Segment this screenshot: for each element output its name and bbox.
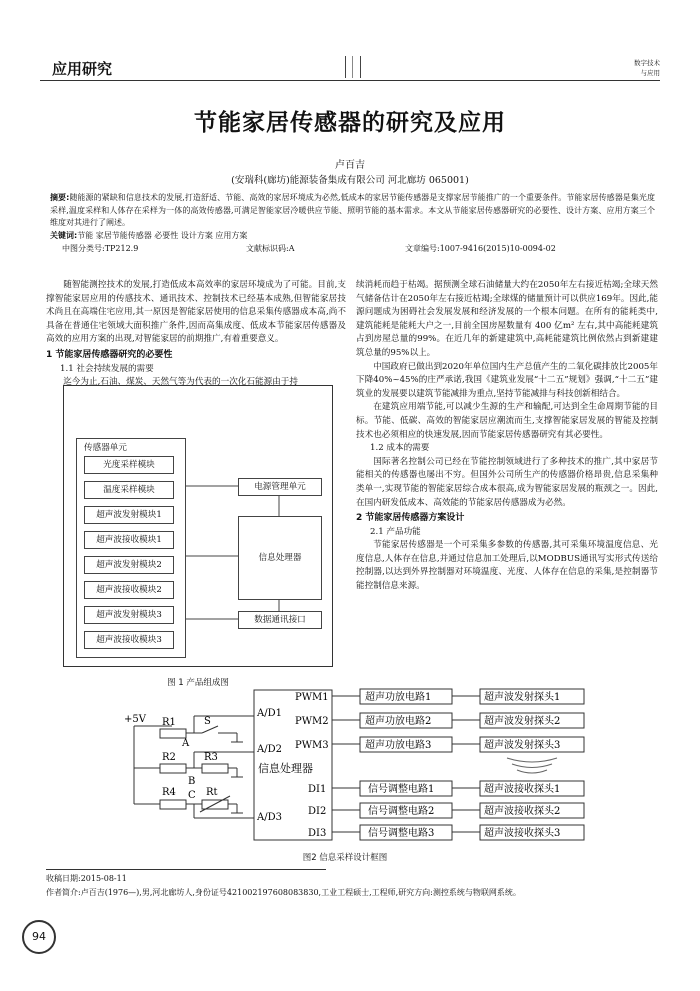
abstract-label: 摘要: (50, 193, 70, 202)
resistor-r2-label: R2 (162, 752, 176, 763)
digital-input-1: DI1 (308, 784, 327, 795)
rx-probe-2: 超声波接收探头2 (484, 806, 561, 817)
tx-probe-3: 超声波发射探头3 (484, 740, 561, 751)
amp-circuit-1: 超声功放电路1 (365, 692, 432, 703)
figure-1-connectors (64, 386, 332, 666)
node-a-label: A (182, 738, 190, 749)
header-divider-bar-inner (352, 56, 353, 78)
document-code: 文献标识码:A (246, 244, 295, 253)
keywords-label: 关键词: (50, 230, 78, 240)
section-2-heading: 2 节能家居传感器方案设计 (356, 513, 465, 524)
resistor-r3-label: R3 (204, 752, 218, 763)
section-2-1-heading: 2.1 产品功能 (370, 526, 421, 537)
wave-arc (517, 770, 547, 773)
resistor-r4-label: R4 (162, 787, 176, 798)
article-title: 节能家居传感器的研究及应用 (194, 109, 506, 136)
resistor-r4 (160, 800, 186, 809)
abstract-text: 随能源的紧缺和信息技术的发展,打造舒适、节能、高效的家居环境成为必然,低成本的家居节能传感器是支撑家居节能推广的一个重要条件。节能家居传感器是集光度采样,温度采样和人体存在采样为一体的高效传感器,可满足智能家居冷暖供应节能、照明节能的基本需求。本文从节能家居传感器研究的必要性、设计方案、应用方案三个维度对其进行了阐述。 (50, 193, 655, 227)
cond-circuit-1: 信号调整电路1 (368, 784, 435, 795)
section-1-heading: 1 节能家居传感器研究的必要性 (46, 349, 173, 360)
information-processor: 信息处理器 (238, 516, 322, 600)
section-1-1-text: 迄今为止,石油、煤炭、天然气等为代表的一次化石能源由于持 (63, 377, 298, 388)
cond-circuit-2: 信号调整电路2 (368, 806, 435, 817)
data-comm-interface: 数据通讯接口 (238, 611, 322, 629)
abstract-block (50, 192, 655, 242)
figure-1-caption: 图 1 产品组成图 (167, 678, 229, 688)
pwm-output-3: PWM3 (295, 740, 329, 751)
module-us-tx-1: 超声波发射模块1 (84, 506, 174, 524)
left-column (46, 279, 346, 390)
keywords-text: 节能 家居节能传感器 必要性 设计方案 应用方案 (77, 230, 248, 240)
journal-logo (598, 58, 660, 78)
tx-probe-1: 超声波发射探头1 (484, 692, 561, 703)
page-number: 94 (22, 920, 56, 954)
header-rule (40, 80, 660, 81)
supply-label: +5V (124, 714, 146, 725)
rx-probe-3: 超声波接收探头3 (484, 828, 561, 839)
figure-1-frame (63, 385, 333, 667)
wave-arc (507, 758, 557, 762)
right-paragraph-5: 节能家居传感器是一个可采集多参数的传感器,其可采集环境温度信息、光度信息,人体存在信息,并通过信息加工处理后,以MODBUS通讯写实形式传送给控制器,以达到外界控制器对环境温度、光度、人体存在信息的采集,是控制器节能控制信息来源。 (356, 540, 658, 592)
module-us-rx-1: 超声波接收模块1 (84, 531, 174, 549)
resistor-r2 (160, 764, 186, 773)
tx-probe-2: 超声波发射探头2 (484, 716, 561, 727)
thermistor-arrow (200, 796, 230, 812)
footnote-rule (46, 869, 326, 870)
figure-2-diagram (112, 686, 602, 846)
node-c-label: C (188, 790, 196, 801)
digital-input-3: DI3 (308, 828, 327, 839)
section-1-2-heading: 1.2 成本的需要 (370, 443, 430, 454)
right-paragraph-1: 续消耗而趋于枯竭。据预测全球石油储量大约在2050年左右接近枯竭;全球天然气储备估计在2050年左右接近枯竭;全球煤的储量预计可以供应169年。因此,能源问题成为困碍社会发展发展和经济发展的一个根本问题。在所有的能耗类中,建筑能耗是能耗大户之一,目前全国房屋数量有 400 亿m² 左右,其中高能耗建筑占到房屋总量的99%。在近几年的新建建筑中,高耗能建筑比例依然占到新建建筑总量的95%以上。 (356, 280, 658, 358)
author-name: 卢百吉 (335, 160, 365, 171)
cond-circuit-3: 信号调整电路3 (368, 828, 435, 839)
right-paragraph-4: 国际著名控制公司已经在节能控制领域进行了多种技术的推广,其中家居节能相关的传感器也屡出不穷。但国外公司所生产的传感器价格昂贵,信息采集种类单一,实现节能的智能家居综合成本很高,成为智能家居发展的瓶颈之一。因此,在国内研发低成本、高效能的节能家居传感器成为必然。 (356, 456, 658, 508)
clc-number: 中图分类号:TP212.9 (62, 244, 139, 253)
resistor-rt-label: Rt (206, 787, 218, 798)
module-us-tx-2: 超声波发射模块2 (84, 556, 174, 574)
module-us-rx-3: 超声波接收模块3 (84, 631, 174, 649)
processor-label: 信息处理器 (258, 762, 313, 775)
header-divider-bars (345, 56, 361, 78)
section-1-1-heading: 1.1 社会持续发展的需要 (60, 363, 154, 374)
right-paragraph-3: 在建筑应用端节能,可以减少生源的生产和输配,可达到全生命周期节能的目标。节能、低碳、高效的智能家居应潮流而生,支撑智能家居发展的智能及控制技术也必须相应的快速发展,因而节能家居传感器研究有其必要性。 (356, 402, 658, 440)
right-paragraph-2: 中国政府已做出到2020年单位国内生产总值产生的二氧化碳排放比2005年下降40%~45%的庄严承诺,我国《建筑业发展“十二五”规划》强调,“十二五”建筑业的发展要以建筑节能减排为重点,坚持节能减排与科技创新相结合。 (356, 361, 658, 399)
resistor-r1 (160, 729, 186, 738)
sensor-unit-label: 传感器单元 (84, 443, 127, 453)
node-b-label: B (188, 776, 196, 787)
journal-logo-line1: 数字技术 (634, 59, 660, 67)
amp-circuit-3: 超声功放电路3 (365, 740, 432, 751)
resistor-r1-label: R1 (162, 717, 176, 728)
adc-input-2: A/D2 (257, 744, 282, 755)
module-temp-sampling: 温度采样模块 (84, 481, 174, 499)
switch-label: S (204, 716, 211, 727)
module-us-tx-3: 超声波发射模块3 (84, 606, 174, 624)
module-us-rx-2: 超声波接收模块2 (84, 581, 174, 599)
author-bio: 作者简介:卢百吉(1976—),男,河北廊坊人,身份证号421002197608083830,工业工程硕士,工程师,研究方向:测控系统与物联网系统。 (46, 888, 521, 897)
adc-input-3: A/D3 (257, 812, 282, 823)
author-affiliation: (安瑞科(廊坊)能源装备集成有限公司 河北廊坊 065001) (231, 175, 469, 186)
article-number: 文章编号:1007-9416(2015)10-0094-02 (405, 244, 556, 253)
digital-input-2: DI2 (308, 806, 327, 817)
journal-logo-line2: 与应用 (640, 69, 660, 77)
resistor-r3 (202, 764, 228, 773)
right-column (356, 279, 658, 594)
power-management-unit: 电源管理单元 (238, 478, 322, 496)
module-light-sampling: 光度采样模块 (84, 456, 174, 474)
wave-arc (512, 764, 552, 768)
section-label: 应用研究 (52, 60, 113, 78)
received-date: 收稿日期:2015-08-11 (46, 874, 127, 883)
adc-input-1: A/D1 (257, 708, 282, 719)
switch-s (202, 726, 218, 733)
intro-paragraph: 随智能测控技术的发展,打造低成本高效率的家居环境成为了可能。目前,支撑智能家居应用的传感技术、通讯技术、控制技术已经基本成熟,但智能家居技术尚且在高端住宅应用,其一原因是智能家居使用的信息采集传感器成本高,尚不具备在普通住宅领域大面积推广条件,因而高集成度、低成本节能家居传感器及高效的应用方案的出现,对智能家居的前期推广,有着重要意义。 (46, 280, 346, 345)
rx-probe-1: 超声波接收探头1 (484, 784, 561, 795)
pwm-output-1: PWM1 (295, 692, 329, 703)
pwm-output-2: PWM2 (295, 716, 329, 727)
amp-circuit-2: 超声功放电路2 (365, 716, 432, 727)
figure-2-caption: 图2 信息采样设计框图 (302, 853, 388, 863)
